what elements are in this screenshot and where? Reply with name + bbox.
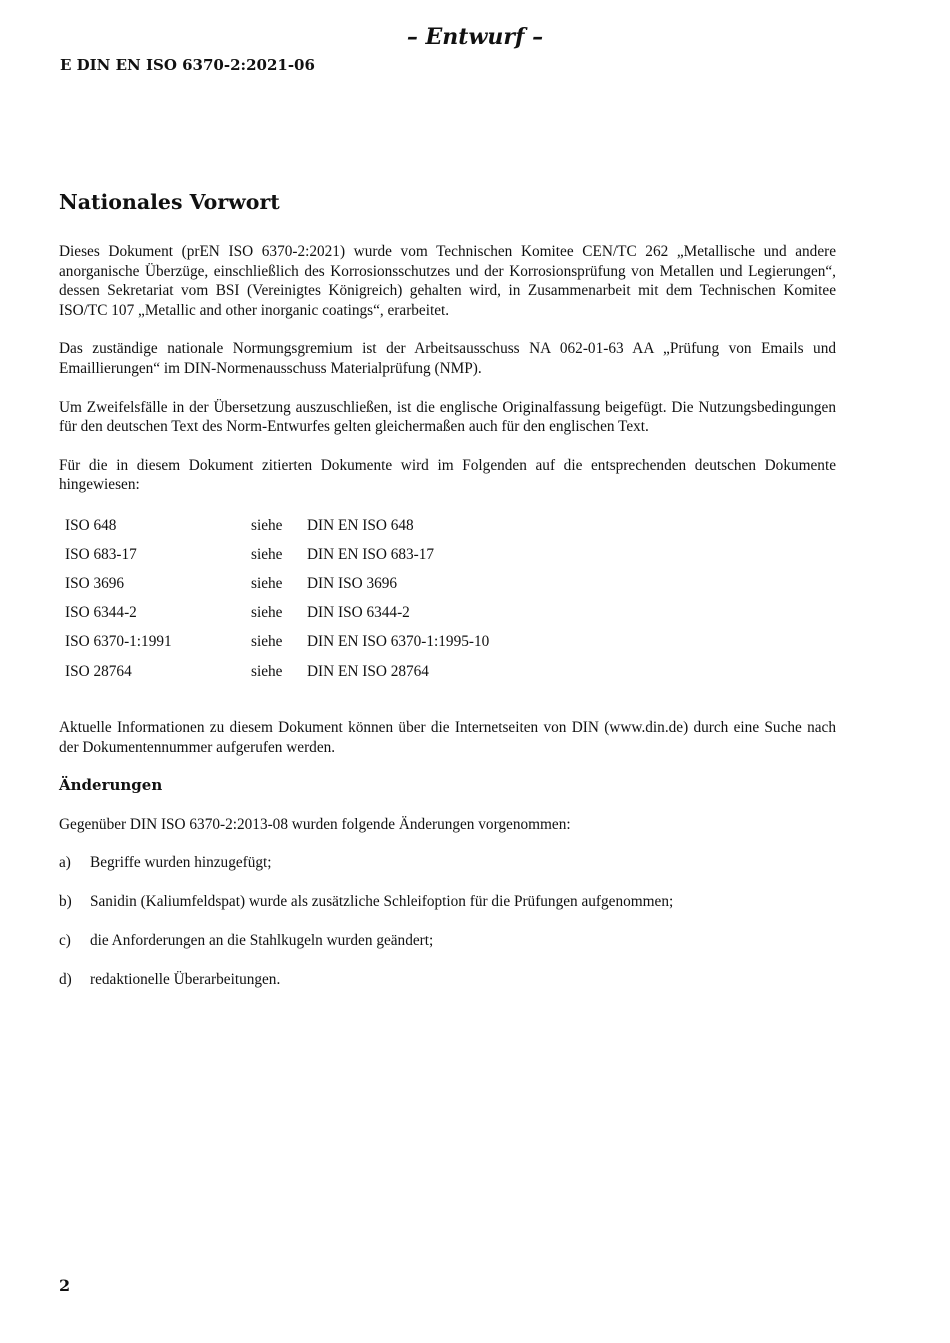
list-marker: d) [59, 971, 72, 989]
reference-table [59, 511, 489, 686]
table-row [59, 657, 489, 686]
changes-heading: Änderungen [59, 776, 163, 795]
table-row [59, 511, 489, 540]
see-label: siehe [251, 575, 283, 593]
see-label: siehe [251, 662, 283, 680]
table-row [59, 540, 489, 569]
din-reference: DIN ISO 3696 [307, 575, 398, 593]
list-item-text: Sanidin (Kaliumfeldspat) wurde als zusätzliche Schleifoption für die Prüfungen aufgenommen; [90, 893, 674, 911]
iso-reference: ISO 6370-1:1991 [65, 633, 172, 651]
paragraph-translation: Um Zweifelsfälle in der Übersetzung auszuschließen, ist die englische Originalfassung beigefügt. Die Nutzungsbedingungen für den deutschen Text des Norm-Entwurfes gelten gleichermaßen auch für den englischen Text. [59, 398, 836, 436]
list-marker: b) [59, 893, 72, 911]
table-row [59, 599, 489, 628]
see-label: siehe [251, 604, 283, 622]
table-row [59, 569, 489, 598]
see-label: siehe [251, 516, 283, 534]
iso-reference: ISO 3696 [65, 575, 125, 593]
table-row [59, 628, 489, 657]
list-item [59, 931, 836, 951]
iso-reference: ISO 28764 [65, 662, 132, 680]
paragraph-online-info: Aktuelle Informationen zu diesem Dokument können über die Internetseiten von DIN (www.din.de) durch eine Suche nach der Dokumentennummer aufgerufen werden. [59, 719, 836, 756]
main-content [59, 188, 836, 1009]
see-label: siehe [251, 545, 283, 563]
document-identifier: E DIN EN ISO 6370-2:2021-06 [60, 56, 315, 74]
draft-watermark-heading: – Entwurf – [406, 24, 544, 50]
paragraph-national-body: Das zuständige nationale Normungsgremium ist der Arbeitsausschuss NA 062-01-63 AA „Prüfung von Emails und Emaillierungen“ im DIN-Normenausschuss Materialprüfung (NMP). [59, 340, 836, 377]
list-item-text: die Anforderungen an die Stahlkugeln wurden geändert; [90, 932, 434, 950]
paragraph-committee: Dieses Dokument (prEN ISO 6370-2:2021) wurde vom Technischen Komitee CEN/TC 262 „Metallische und andere anorganische Überzüge, einschließlich des Korrosionsschutzes und der Korrosionsprüfung von Metallen und Legierungen“, dessen Sekretariat vom BSI (Vereinigtes Königreich) gehalten wird, in Zusammenarbeit mit dem Technischen Komitee ISO/TC 107 „Metallic and other inorganic coatings“, erarbeitet. [59, 243, 836, 319]
iso-reference: ISO 6344-2 [65, 604, 137, 622]
list-item [59, 970, 836, 990]
see-label: siehe [251, 633, 283, 651]
iso-reference: ISO 648 [65, 516, 117, 534]
page-number: 2 [59, 1276, 71, 1295]
iso-reference: ISO 683-17 [65, 545, 137, 563]
list-item-text: Begriffe wurden hinzugefügt; [90, 854, 272, 872]
list-item [59, 853, 836, 873]
section-title: Nationales Vorwort [59, 190, 280, 214]
list-marker: a) [59, 854, 71, 872]
list-item-text: redaktionelle Überarbeitungen. [90, 971, 281, 989]
list-item [59, 892, 836, 912]
list-marker: c) [59, 932, 71, 950]
changes-intro: Gegenüber DIN ISO 6370-2:2013-08 wurden folgende Änderungen vorgenommen: [59, 815, 571, 833]
paragraph-references-intro: Für die in diesem Dokument zitierten Dokumente wird im Folgenden auf die entsprechenden deutschen Dokumente hingewiesen: [59, 456, 836, 494]
din-reference: DIN ISO 6344-2 [307, 604, 410, 622]
din-reference: DIN EN ISO 28764 [307, 662, 429, 680]
din-reference: DIN EN ISO 6370-1:1995-10 [307, 633, 490, 651]
din-reference: DIN EN ISO 683-17 [307, 545, 435, 563]
din-reference: DIN EN ISO 648 [307, 516, 414, 534]
